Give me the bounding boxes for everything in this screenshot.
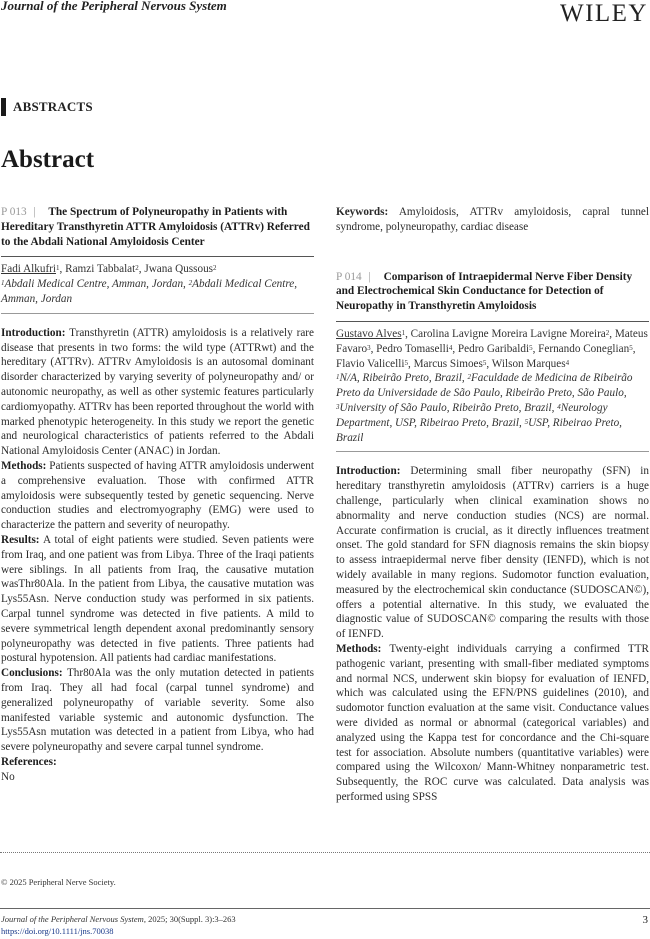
author-sep: , [452, 342, 458, 355]
abstract-separator: | [33, 206, 36, 218]
section-text: Twenty-eight individuals carrying a confirmed TTR pathogenic variant, presenting with small-fiber mediated symptoms and normal NCS, underwent skin biopsy for evaluation of IENFD, which was calculated using the EFN/PNS guidelines (2010), and sudomotor function evaluation at the same visit. Conductance values were divided as normal or abnormal (categorical variables) and analyzed using the Kappa test for concordance and the Chi-square test for association. Absolute numbers (quantitative variables) were compared using the Wilcoxon/ Mann-Whitney nonparametric test. Subsequently, the ROC curve was calculated. Data analysis was performed using SPSS [336, 642, 649, 803]
affiliation: Abdali Medical Centre, Amman, Jordan [1, 278, 298, 305]
section-label: Results: [1, 533, 40, 546]
section-text: A total of eight patients were studied. Seven patients were from Iraq, and one patient was from Libya. Three of the Iraqi patients were siblings. In all patients from Iraq, the causative mutation wasThr80Ala. In the patient from Libya, the causative mutation was Lys55Asn. Nerve conduction study was performed in six patients. Carpal tunnel syndrome was detected in five patients. A mild to severe symmetrical length dependent axonal predominantly sensory polyneuropathy was detected in five patients. Three patients had postural hypotension. All patients had cardiac manifestations. [1, 533, 314, 665]
affiliation: USP, Ribeirao Preto, Brazil [336, 416, 622, 444]
footer-divider [0, 908, 650, 909]
author: Fernando Coneglian [538, 342, 630, 355]
author-sep: , [138, 263, 145, 276]
citation-details: , 2025; 30(Suppl. 3):3–263 [143, 914, 236, 924]
author-sup: 2 [605, 328, 610, 337]
keywords-label: Keywords: [336, 206, 389, 218]
author: Carolina Lavigne Moreira Lavigne Moreira [410, 327, 606, 340]
affiliations [1, 277, 314, 307]
section-text: Determining small fiber neuropathy (SFN) in hereditary transthyretin amyloidosis (ATTRv) carriers is a huge challenge, particularly when clinical examination shows no abnormality and nerve conduction studies (NCS) are normal. Accurate confirmation is crucial, as it directly influences treatment onset. The gold standard for SFN diagnosis remains the skin biopsy to assess intraepidermal nerve fiber density (IENFD), which is not widely available in many regions. Sudomotor function evaluation, measured by the electrochemical skin conductance (SUDOSCAN©), offers a potential alternative. In this study, we evaluated the diagnostic value of SUDOSCAN© comparing the results with those of IENFD. [336, 465, 649, 641]
author: Flavio Valicelli [336, 357, 405, 370]
affiliation: N/A, Ribeirão Preto, Brazil, [339, 372, 468, 385]
affil-sup: 1 [1, 279, 5, 288]
divider [336, 321, 649, 322]
references-text: No [1, 770, 15, 783]
copyright: © 2025 Peripheral Nerve Society. [1, 877, 116, 887]
abstract-heading [336, 270, 649, 314]
citation-journal: Journal of the Peripheral Nervous System [1, 914, 144, 924]
abstract-separator: | [368, 270, 371, 283]
author-sep: , [405, 327, 411, 340]
author-sep: , [370, 342, 377, 355]
divider [336, 451, 649, 452]
affiliation: Faculdade de Medicina de Ribeirão Preto da Universidade de São Paulo, Ribeirão Preto, São Paulo, [336, 372, 633, 400]
author: Ramzi Tabbalat [65, 263, 136, 276]
section-introduction [1, 326, 314, 459]
author: Pedro Tomaselli [376, 342, 449, 355]
section-methods [1, 459, 314, 533]
dotted-divider [0, 852, 650, 853]
publisher-logo: WILEY [559, 0, 648, 27]
section-label: Introduction: [1, 326, 66, 339]
author: Mateus Favaro [336, 327, 648, 355]
page-title: Abstract [1, 146, 95, 173]
section-references [1, 755, 314, 770]
divider [1, 313, 314, 314]
abstract-heading [1, 205, 314, 249]
author-sup: 2 [213, 264, 217, 273]
author-sup: 4 [448, 343, 453, 352]
journal-title: Journal of the Peripheral Nervous System [1, 0, 227, 13]
section-label [1, 98, 93, 116]
author-sup: 5 [482, 358, 487, 367]
author: Marcus Simoes [413, 357, 483, 370]
affil-sup: 3 [336, 402, 340, 411]
author-list [1, 262, 314, 277]
affil-sup: 2 [467, 373, 471, 382]
author-sup: 3 [367, 343, 371, 352]
author-sup: 4 [565, 358, 570, 367]
author-sup: 1 [56, 264, 60, 273]
section-label: Conclusions: [1, 667, 63, 680]
keywords-text: Amyloidosis, ATTRv amyloidosis, capral tunnel syndrome, polyneuropathy, cardiac disease [336, 206, 649, 233]
section-results [1, 533, 314, 666]
section-text: Transthyretin (ATTR) amyloidosis is a relatively rare disease that presents in two forms: the wild type (ATTRwt) and the hereditary (ATTRv). ATTRv Amyloidosis is an autosomal dominant disorder characterized by varying severity of polyneuropathy and/ or autonomic neuropathy, as well as other systemic features particularly cardiomyopathy. ATTRv has been reported throughout the world with marked phenotypic heterogeneity. In this study we report the genetic and neurological characteristics of patients referred to the Abdali National Amyloidosis Center (ANAC) in Jordan. [1, 326, 314, 458]
section-label: Introduction: [336, 465, 401, 478]
section-text: Thr80Ala was the only mutation detected in patients from Iraq. They all had focal (carpal tunnel syndrome) and generalized polyneuropathy of variable severity. Some also manifested variable systemic and autonomic dysfunction. The Lys55Asn mutation was detected in a patient from Libya, who had severe polyneuropathy and severe carpal tunnel syndrome. [1, 667, 314, 754]
abstract-title: Comparison of Intraepidermal Nerve Fiber Density and Electrochemical Skin Conductance for Detection of Neuropathy in Transthyretin Amyloidosis [336, 270, 633, 313]
affiliation: Abdali Medical Centre, Amman, Jordan, [4, 278, 189, 291]
section-conclusions [1, 666, 314, 755]
abstract-id: P 014 [336, 270, 362, 283]
section-text: Patients suspected of having ATTR amyloidosis underwent a comprehensive evaluation. Those with confirmed ATTR amyloidosis were subsequently tested by genetic sequencing. Nerve conduction studies and electromyography (EMG) were used to characterize the pattern and severity of neuropathy. [1, 459, 314, 532]
divider [1, 256, 314, 257]
author-sep: , [632, 342, 636, 355]
right-column [336, 205, 649, 805]
author: Jwana Qussous [144, 263, 214, 276]
affil-sup: 4 [557, 402, 561, 411]
section-methods [336, 642, 649, 805]
author-presenting: Gustavo Alves [336, 327, 402, 340]
section-label-text: ABSTRACTS [13, 99, 93, 114]
author-sep: , [609, 327, 615, 340]
author: Pedro Garibaldi [457, 342, 530, 355]
abstract-body [1, 326, 314, 785]
author-sup: 5 [404, 358, 408, 367]
author-sep: , [407, 357, 414, 370]
abstract-title: The Spectrum of Polyneuropathy in Patients with Hereditary Transthyretin ATTR Amyloidosis (ATTRv) Referred to the Abdali National Amyloidosis Center [1, 206, 310, 248]
author-presenting: Fadi Alkufri [1, 263, 57, 276]
affil-sup: 1 [336, 373, 340, 382]
author-sup: 2 [135, 264, 139, 273]
keywords [336, 205, 649, 235]
section-label: References: [1, 755, 57, 768]
affil-sup: 5 [524, 417, 529, 426]
abstract-p014 [336, 270, 649, 805]
affiliation: Neurology Department, USP, Ribeirao Preto, Brazil, [336, 401, 608, 429]
section-label: Methods: [336, 642, 382, 655]
author-sup: 5 [629, 343, 633, 352]
affil-sup: 2 [188, 279, 193, 288]
abstract-p013 [1, 205, 314, 784]
section-label: Methods: [1, 459, 47, 472]
affiliations [336, 371, 649, 445]
author-sup: 1 [401, 328, 406, 337]
author-sep: , [532, 342, 539, 355]
section-introduction [336, 464, 649, 642]
author: Wilson Marques [491, 357, 566, 370]
page-number: 3 [642, 914, 648, 926]
author-list [336, 327, 649, 371]
author-sep: , [59, 263, 66, 276]
author-sup: 5 [529, 343, 533, 352]
affiliation: University of São Paulo, Ribeirão Preto, Brazil, [339, 401, 558, 414]
footer-citation [1, 914, 236, 924]
author-sep: , [486, 357, 492, 370]
abstract-body [336, 464, 649, 804]
section-bar-decoration [1, 98, 6, 116]
abstract-id: P 013 [1, 206, 27, 218]
doi-link[interactable]: https://doi.org/10.1111/jns.70038 [1, 926, 114, 936]
